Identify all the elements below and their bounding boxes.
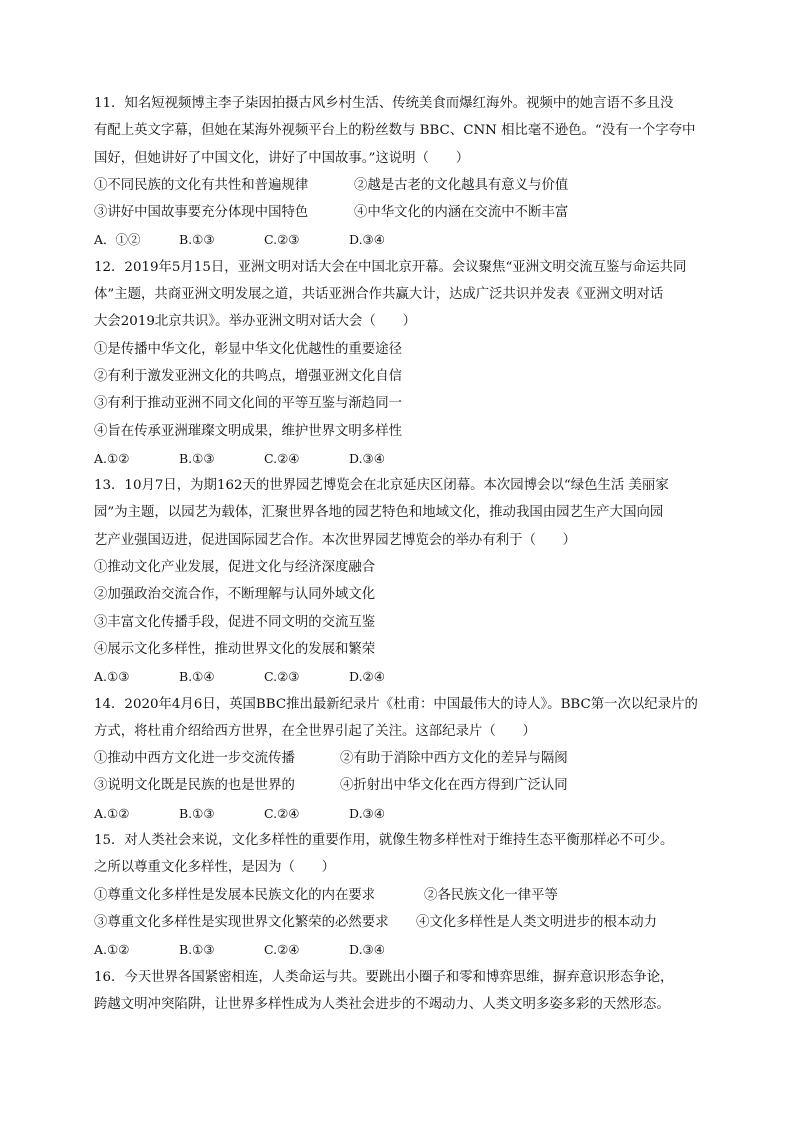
option-2: ②有利于激发亚洲文化的共鸣点，增强亚洲文化自信 xyxy=(94,368,402,384)
option-row xyxy=(94,909,700,936)
option-1: ①不同民族的文化有共性和普遍规律 xyxy=(94,177,309,193)
option-3: ③丰富文化传播手段，促进不同文明的交流互鉴 xyxy=(94,614,376,630)
answer-d: D.③④ xyxy=(349,232,385,248)
question-12 xyxy=(94,254,700,472)
option-4: ④折射出中华文化在西方得到广泛认同 xyxy=(340,778,568,794)
question-stem-line: 16．今天世界各国紧密相连，人类命运与共。要跳出小圈子和零和博弈思维，摒弃意识形态争论， xyxy=(94,969,674,985)
option-row xyxy=(94,772,700,799)
answer-c: C.②④ xyxy=(264,942,300,958)
option-3: ③说明文化既是民族的也是世界的 xyxy=(94,778,295,794)
question-stem-line: 之所以尊重文化多样性，是因为（ ） xyxy=(94,860,336,876)
answer-a: A.①② xyxy=(94,805,130,821)
question-stem-line: 大会2019北京共识》。举办亚洲文明对话大会（ ） xyxy=(94,314,416,330)
answer-choices xyxy=(94,445,700,472)
answer-c: C.②④ xyxy=(264,450,300,466)
question-stem-line: 11．知名短视频博主李子柒因拍摄古风乡村生活、传统美食而爆红海外。视频中的她言语不多且没 xyxy=(94,96,674,111)
answer-d: D.③④ xyxy=(349,450,385,466)
answer-a: A.①③ xyxy=(94,669,130,685)
option-1: ①推动文化产业发展，促进文化与经济深度融合 xyxy=(94,560,376,576)
option-2: ②加强政治交流合作，不断理解与认同外域文化 xyxy=(94,587,376,603)
question-stem-line: 15．对人类社会来说，文化多样性的重要作用，就像生物多样性对于维持生态平衡那样必不可少。 xyxy=(94,833,674,849)
answer-c: C.②④ xyxy=(264,805,300,821)
option-row xyxy=(94,745,700,772)
answer-a: A．①② xyxy=(94,232,141,248)
option-4: ④中华文化的内涵在交流中不断丰富 xyxy=(354,205,569,221)
question-16 xyxy=(94,964,700,1019)
option-1: ①推动中西方文化进一步交流传播 xyxy=(94,751,295,767)
answer-choices xyxy=(94,226,700,253)
answer-d: D.②④ xyxy=(349,669,385,685)
question-14 xyxy=(94,691,700,827)
option-4: ④展示文化多样性，推动世界文化的发展和繁荣 xyxy=(94,641,376,657)
answer-a: A.①② xyxy=(94,450,130,466)
question-stem-line: 跨越文明冲突陷阱，让世界多样性成为人类社会进步的不竭动力、人类文明多姿多彩的天然形态。 xyxy=(94,996,670,1012)
question-stem-line: 有配上英文字幕，但她在某海外视频平台上的粉丝数与 BBC、CNN 相比毫不逊色。“没有一个字夸中 xyxy=(94,123,696,139)
question-list xyxy=(94,90,700,1018)
answer-choices xyxy=(94,663,700,690)
answer-d: D.③④ xyxy=(349,942,385,958)
answer-a: A.①② xyxy=(94,942,130,958)
option-row xyxy=(94,172,700,199)
answer-c: C.②③ xyxy=(264,669,300,685)
option-row xyxy=(94,882,700,909)
answer-b: B.①④ xyxy=(179,669,215,685)
question-stem-line: 国好，但她讲好了中国文化，讲好了中国故事。”这说明（ ） xyxy=(94,150,470,166)
option-3: ③讲好中国故事要充分体现中国特色 xyxy=(94,205,309,221)
answer-choices xyxy=(94,936,700,963)
question-stem-line: 12．2019年5月15日，亚洲文明对话大会在中国北京开幕。会议聚焦“亚洲文明交流互鉴与命运共同 xyxy=(94,259,687,275)
question-13 xyxy=(94,472,700,690)
question-stem-line: 13．10月7日，为期162天的世界园艺博览会在北京延庆区闭幕。本次园博会以“绿色生活 美丽家 xyxy=(94,478,669,494)
option-2: ②各民族文化一律平等 xyxy=(424,887,558,903)
answer-choices xyxy=(94,800,700,827)
question-15 xyxy=(94,827,700,963)
question-stem-line: 方式，将杜甫介绍给西方世界，在全世界引起了关注。这部纪录片（ ） xyxy=(94,723,536,739)
option-1: ①是传播中华文化，彰显中华文化优越性的重要途径 xyxy=(94,341,402,357)
option-2: ②越是古老的文化越具有意义与价值 xyxy=(354,177,569,193)
answer-c: C.②③ xyxy=(264,232,300,248)
option-3: ③有利于推动亚洲不同文化间的平等互鉴与渐趋同一 xyxy=(94,396,402,412)
answer-d: D.③④ xyxy=(349,805,385,821)
option-4: ④旨在传承亚洲璀璨文明成果，维护世界文明多样性 xyxy=(94,423,402,439)
option-2: ②有助于消除中西方文化的差异与隔阂 xyxy=(340,751,568,767)
answer-b: B.①③ xyxy=(179,450,215,466)
option-row xyxy=(94,199,700,226)
option-3: ③尊重文化多样性是实现世界文化繁荣的必然要求 xyxy=(94,914,389,930)
question-stem-line: 艺产业强国迈进，促进国际园艺合作。本次世界园艺博览会的举办有利于（ ） xyxy=(94,532,577,548)
answer-b: B.①③ xyxy=(179,232,215,248)
option-1: ①尊重文化多样性是发展本民族文化的内在要求 xyxy=(94,887,376,903)
question-stem-line: 14．2020年4月6日，英国BBC推出最新纪录片《杜甫：中国最伟大的诗人》。BBC第一次以纪录片的 xyxy=(94,696,698,712)
question-stem-line: 园”为主题，以园艺为载体，汇聚世界各地的园艺特色和地域文化，推动我国由园艺生产大国向园 xyxy=(94,505,664,521)
answer-b: B.①③ xyxy=(179,942,215,958)
answer-b: B.①③ xyxy=(179,805,215,821)
question-stem-line: 体”主题，共商亚洲文明发展之道，共话亚洲合作共赢大计，达成广泛共识并发表《亚洲文明对话 xyxy=(94,287,664,303)
question-11 xyxy=(94,90,700,254)
option-4: ④文化多样性是人类文明进步的根本动力 xyxy=(416,914,658,930)
